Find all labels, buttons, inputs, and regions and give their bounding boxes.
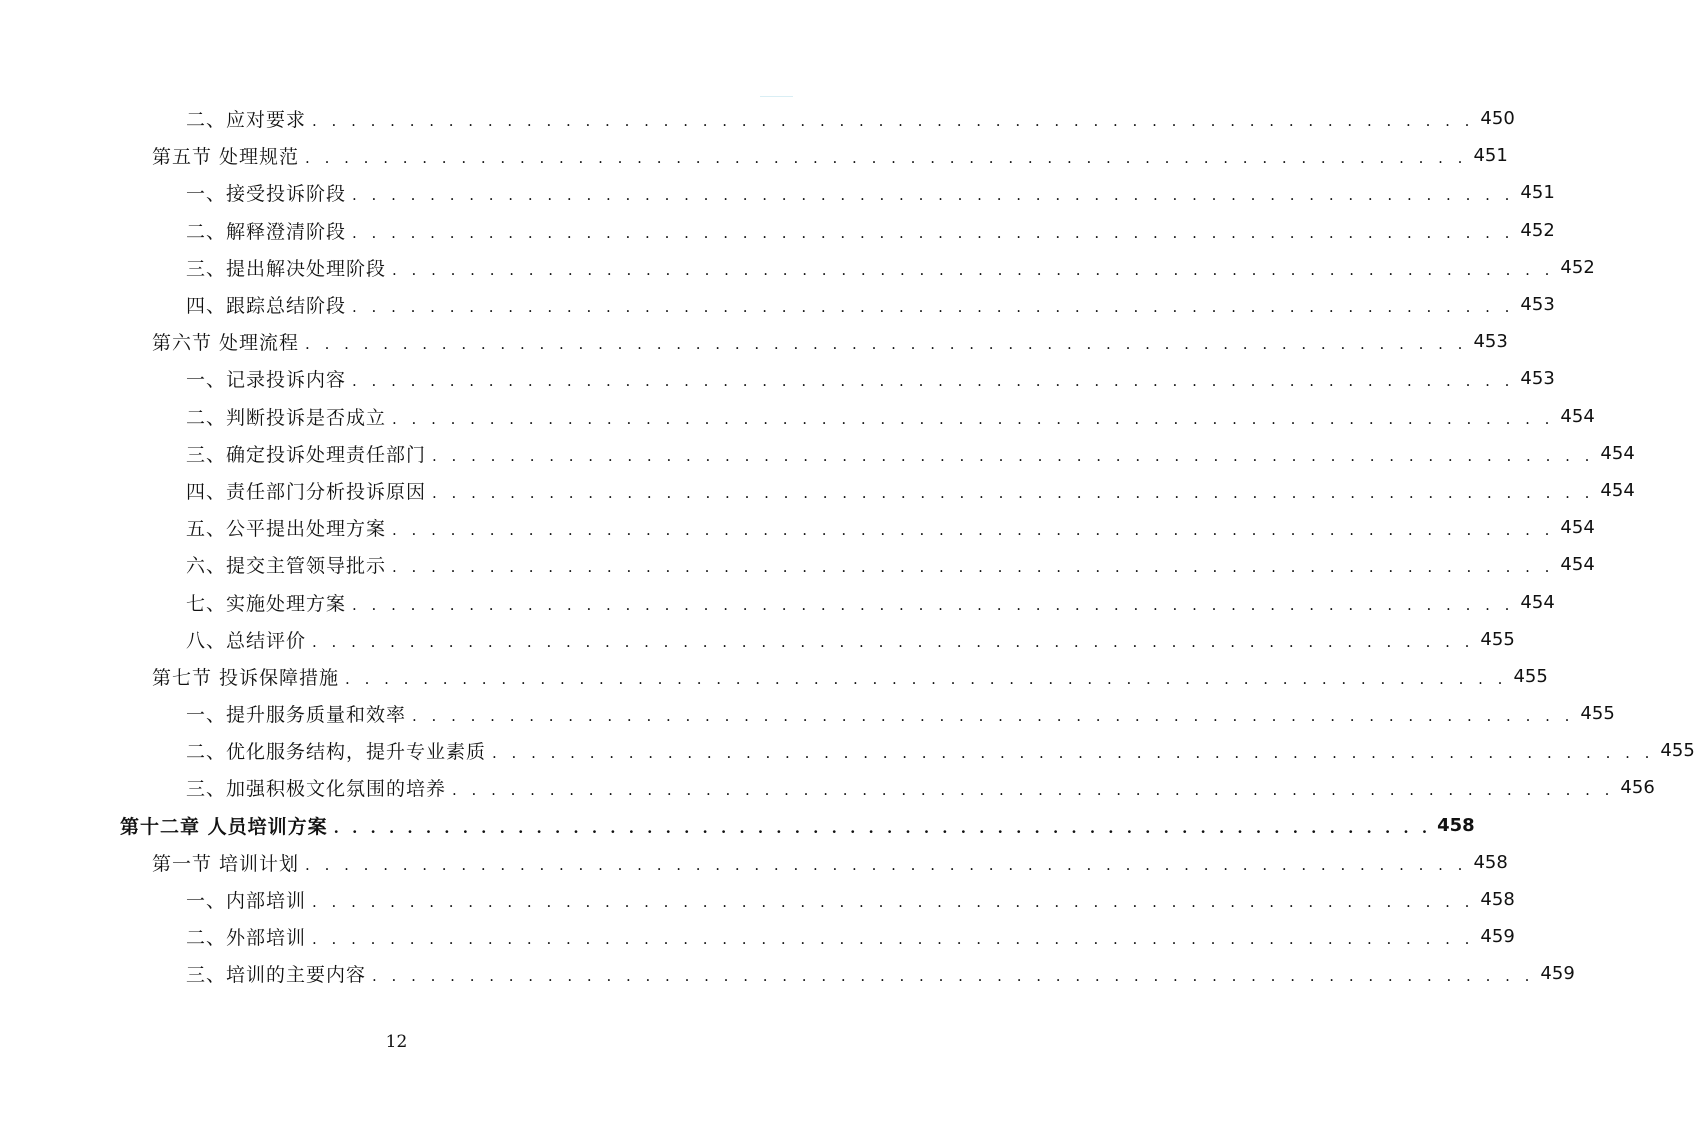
dot-leader: . . . . . . . . . . . . . . . . . . . . . . . . . . . . . . . . . . . . . . . . . . . . . . . . . . . . . . . . . . . . bbox=[312, 112, 1475, 131]
toc-entry-page: 454 bbox=[1560, 517, 1595, 539]
toc-entry-title: 五、公平提出处理方案 bbox=[186, 518, 387, 541]
dot-leader: . . . . . . . . . . . . . . . . . . . . . . . . . . . . . . . . . . . . . . . . . . . . . . . . . . . . . . . . . . . . bbox=[352, 298, 1515, 317]
dot-leader: . . . . . . . . . . . . . . . . . . . . . . . . . . . . . . . . . . . . . . . . . . . . . . . . . . . . . . . . . . . . bbox=[392, 521, 1555, 540]
toc-entry-title: 第五节 处理规范 bbox=[152, 146, 300, 169]
toc-entry-page: 450 bbox=[1480, 108, 1515, 130]
toc-entry[interactable] bbox=[0, 174, 1555, 211]
toc-entry-page: 459 bbox=[1480, 926, 1515, 948]
toc-entry[interactable] bbox=[0, 100, 1515, 137]
toc-entry-title: 第七节 投诉保障措施 bbox=[152, 666, 340, 689]
toc-entry-title: 第六节 处理流程 bbox=[152, 332, 300, 355]
toc-entry-title: 三、培训的主要内容 bbox=[186, 964, 367, 987]
toc-entry[interactable] bbox=[0, 695, 1615, 732]
toc-entry-title: 七、实施处理方案 bbox=[186, 592, 347, 615]
toc-entry[interactable] bbox=[0, 955, 1575, 992]
toc-entry-title: 二、优化服务结构，提升专业素质 bbox=[186, 741, 487, 764]
toc-entry[interactable] bbox=[0, 881, 1515, 918]
toc-entry[interactable] bbox=[0, 398, 1595, 435]
toc-entry-page: 453 bbox=[1520, 368, 1555, 390]
dot-leader: . . . . . . . . . . . . . . . . . . . . . . . . . . . . . . . . . . . . . . . . . . . . . . . . . . . . . . . . . . . . bbox=[432, 483, 1595, 502]
toc-entry-page: 455 bbox=[1580, 703, 1615, 725]
dot-leader: . . . . . . . . . . . . . . . . . . . . . . . . . . . . . . . . . . . . . . . . . . . . . . . . . . . . . . . . . . . . bbox=[432, 446, 1595, 465]
toc-entry-page: 453 bbox=[1473, 331, 1508, 353]
toc-entry-page: 455 bbox=[1513, 665, 1548, 687]
dot-leader: . . . . . . . . . . . . . . . . . . . . . . . . . . . . . . . . . . . . . . . . . . . . . . . . . . . . . . . . . . . . bbox=[305, 855, 1468, 874]
toc-entry[interactable] bbox=[0, 658, 1548, 695]
dot-leader: . . . . . . . . . . . . . . . . . . . . . . . . . . . . . . . . . . . . . . . . . . . . . . . . . . . . . . . . . . . . bbox=[312, 893, 1475, 912]
dot-leader: . . . . . . . . . . . . . . . . . . . . . . . . . . . . . . . . . . . . . . . . . . . . . . . . . . . . . . . . . . . . bbox=[372, 967, 1535, 986]
toc-entry-title: 六、提交主管领导批示 bbox=[186, 555, 387, 578]
dot-leader: . . . . . . . . . . . . . . . . . . . . . . . . . . . . . . . . . . . . . . . . . . . . . . . . . . . . . . . . . . . . bbox=[345, 669, 1508, 688]
dot-leader: . . . . . . . . . . . . . . . . . . . . . . . . . . . . . . . . . . . . . . . . . . . . . . . . . . . . . . . . . . . . bbox=[312, 632, 1475, 651]
toc-entry-page: 454 bbox=[1600, 442, 1635, 464]
toc-entry[interactable] bbox=[0, 472, 1635, 509]
toc-entry-page: 454 bbox=[1560, 405, 1595, 427]
toc-entry-title: 二、判断投诉是否成立 bbox=[186, 406, 387, 429]
dot-leader: . . . . . . . . . . . . . . . . . . . . . . . . . . . . . . . . . . . . . . . . . . . . . . . . . . . . . . . . . . . . bbox=[305, 149, 1468, 168]
toc-entry-page: 455 bbox=[1480, 628, 1515, 650]
toc-entry[interactable] bbox=[0, 621, 1515, 658]
toc-entry-title: 四、责任部门分析投诉原因 bbox=[186, 480, 427, 503]
toc-entry-title: 一、提升服务质量和效率 bbox=[186, 704, 407, 727]
toc-entry-page: 453 bbox=[1520, 294, 1555, 316]
toc-entry-page: 458 bbox=[1473, 851, 1508, 873]
toc-entry-page: 454 bbox=[1560, 554, 1595, 576]
toc-entry[interactable] bbox=[0, 286, 1555, 323]
dot-leader: . . . . . . . . . . . . . . . . . . . . . . . . . . . . . . . . . . . . . . . . . . . . . . . . . . . . . . . . . . . . bbox=[312, 930, 1475, 949]
toc-entry[interactable] bbox=[0, 769, 1655, 806]
toc-entry-title: 二、应对要求 bbox=[186, 109, 307, 132]
dot-leader: . . . . . . . . . . . . . . . . . . . . . . . . . . . . . . . . . . . . . . . . . . . . . . . . . . . . . . . . . . . . bbox=[352, 223, 1515, 242]
toc-entry-page: 452 bbox=[1520, 219, 1555, 241]
dot-leader: . . . . . . . . . . . . . . . . . . . . . . . . . . . . . . . . . . . . . . . . . . . . . . . . . . . . . . . . . . . . bbox=[352, 186, 1515, 205]
toc-entry[interactable] bbox=[0, 137, 1508, 174]
toc-entry-page: 451 bbox=[1473, 145, 1508, 167]
toc-entry-page: 452 bbox=[1560, 256, 1595, 278]
toc-entry-page: 458 bbox=[1480, 889, 1515, 911]
toc-entry-title: 三、加强积极文化氛围的培养 bbox=[186, 778, 447, 801]
toc-entry[interactable] bbox=[0, 212, 1555, 249]
toc-entry[interactable] bbox=[0, 807, 1475, 844]
toc-entry-page: 459 bbox=[1540, 963, 1575, 985]
toc-entry-title: 第十二章 人员培训方案 bbox=[120, 815, 328, 838]
toc-entry[interactable] bbox=[0, 323, 1508, 360]
dot-leader: . . . . . . . . . . . . . . . . . . . . . . . . . . . . . . . . . . . . . . . . . . . . . . . . . . . . . . . . . . . . bbox=[305, 335, 1468, 354]
table-of-contents bbox=[0, 100, 1695, 993]
toc-entry[interactable] bbox=[0, 918, 1515, 955]
toc-entry-page: 451 bbox=[1520, 182, 1555, 204]
toc-entry-title: 八、总结评价 bbox=[186, 629, 307, 652]
dot-leader: . . . . . . . . . . . . . . . . . . . . . . . . . . . . . . . . . . . . . . . . . . . . . . . . . . . . . . . . . . . . bbox=[452, 781, 1615, 800]
toc-entry[interactable] bbox=[0, 249, 1595, 286]
toc-entry[interactable] bbox=[0, 509, 1595, 546]
toc-entry-title: 二、外部培训 bbox=[186, 927, 307, 950]
toc-entry-title: 二、解释澄清阶段 bbox=[186, 220, 347, 243]
toc-entry[interactable] bbox=[0, 546, 1595, 583]
dot-leader: . . . . . . . . . . . . . . . . . . . . . . . . . . . . . . . . . . . . . . . . . . . . . . . . . . . . . . . . . . . . bbox=[392, 558, 1555, 577]
toc-entry-title: 第一节 培训计划 bbox=[152, 852, 300, 875]
dot-leader: . . . . . . . . . . . . . . . . . . . . . . . . . . . . . . . . . . . . . . . . . . . . . . . . . . . . . . . . . . . . bbox=[392, 409, 1555, 428]
toc-entry-page: 458 bbox=[1437, 814, 1475, 836]
toc-entry-title: 一、记录投诉内容 bbox=[186, 369, 347, 392]
dot-leader: . . . . . . . . . . . . . . . . . . . . . . . . . . . . . . . . . . . . . . . . . . . . . . . . . . . . . . . . . . . . bbox=[352, 595, 1515, 614]
toc-entry-page: 454 bbox=[1600, 479, 1635, 501]
toc-entry-title: 三、提出解决处理阶段 bbox=[186, 257, 387, 280]
corner-mark bbox=[760, 96, 793, 97]
dot-leader: . . . . . . . . . . . . . . . . . . . . . . . . . . . . . . . . . . . . . . . . . . . . . . . . . . . . . . . . . . . . bbox=[352, 372, 1515, 391]
toc-entry[interactable] bbox=[0, 732, 1695, 769]
toc-entry-title: 一、内部培训 bbox=[186, 890, 307, 913]
toc-entry[interactable] bbox=[0, 360, 1555, 397]
toc-entry-page: 455 bbox=[1660, 740, 1695, 762]
toc-entry-title: 三、确定投诉处理责任部门 bbox=[186, 443, 427, 466]
dot-leader: . . . . . . . . . . . . . . . . . . . . . . . . . . . . . . . . . . . . . . . . . . . . . . . . . . . . . . . . . . . . bbox=[412, 707, 1575, 726]
toc-entry-title: 一、接受投诉阶段 bbox=[186, 183, 347, 206]
page-number: 12 bbox=[385, 1032, 408, 1052]
toc-entry-title: 四、跟踪总结阶段 bbox=[186, 295, 347, 318]
toc-entry[interactable] bbox=[0, 844, 1508, 881]
toc-entry-page: 454 bbox=[1520, 591, 1555, 613]
toc-entry[interactable] bbox=[0, 583, 1555, 620]
toc-entry-page: 456 bbox=[1620, 777, 1655, 799]
toc-entry[interactable] bbox=[0, 435, 1635, 472]
dot-leader: . . . . . . . . . . . . . . . . . . . . . . . . . . . . . . . . . . . . . . . . . . . . . . . . . . . . . . . . . . . . bbox=[333, 818, 1432, 837]
dot-leader: . . . . . . . . . . . . . . . . . . . . . . . . . . . . . . . . . . . . . . . . . . . . . . . . . . . . . . . . . . . . bbox=[492, 744, 1655, 763]
dot-leader: . . . . . . . . . . . . . . . . . . . . . . . . . . . . . . . . . . . . . . . . . . . . . . . . . . . . . . . . . . . . bbox=[392, 260, 1555, 279]
